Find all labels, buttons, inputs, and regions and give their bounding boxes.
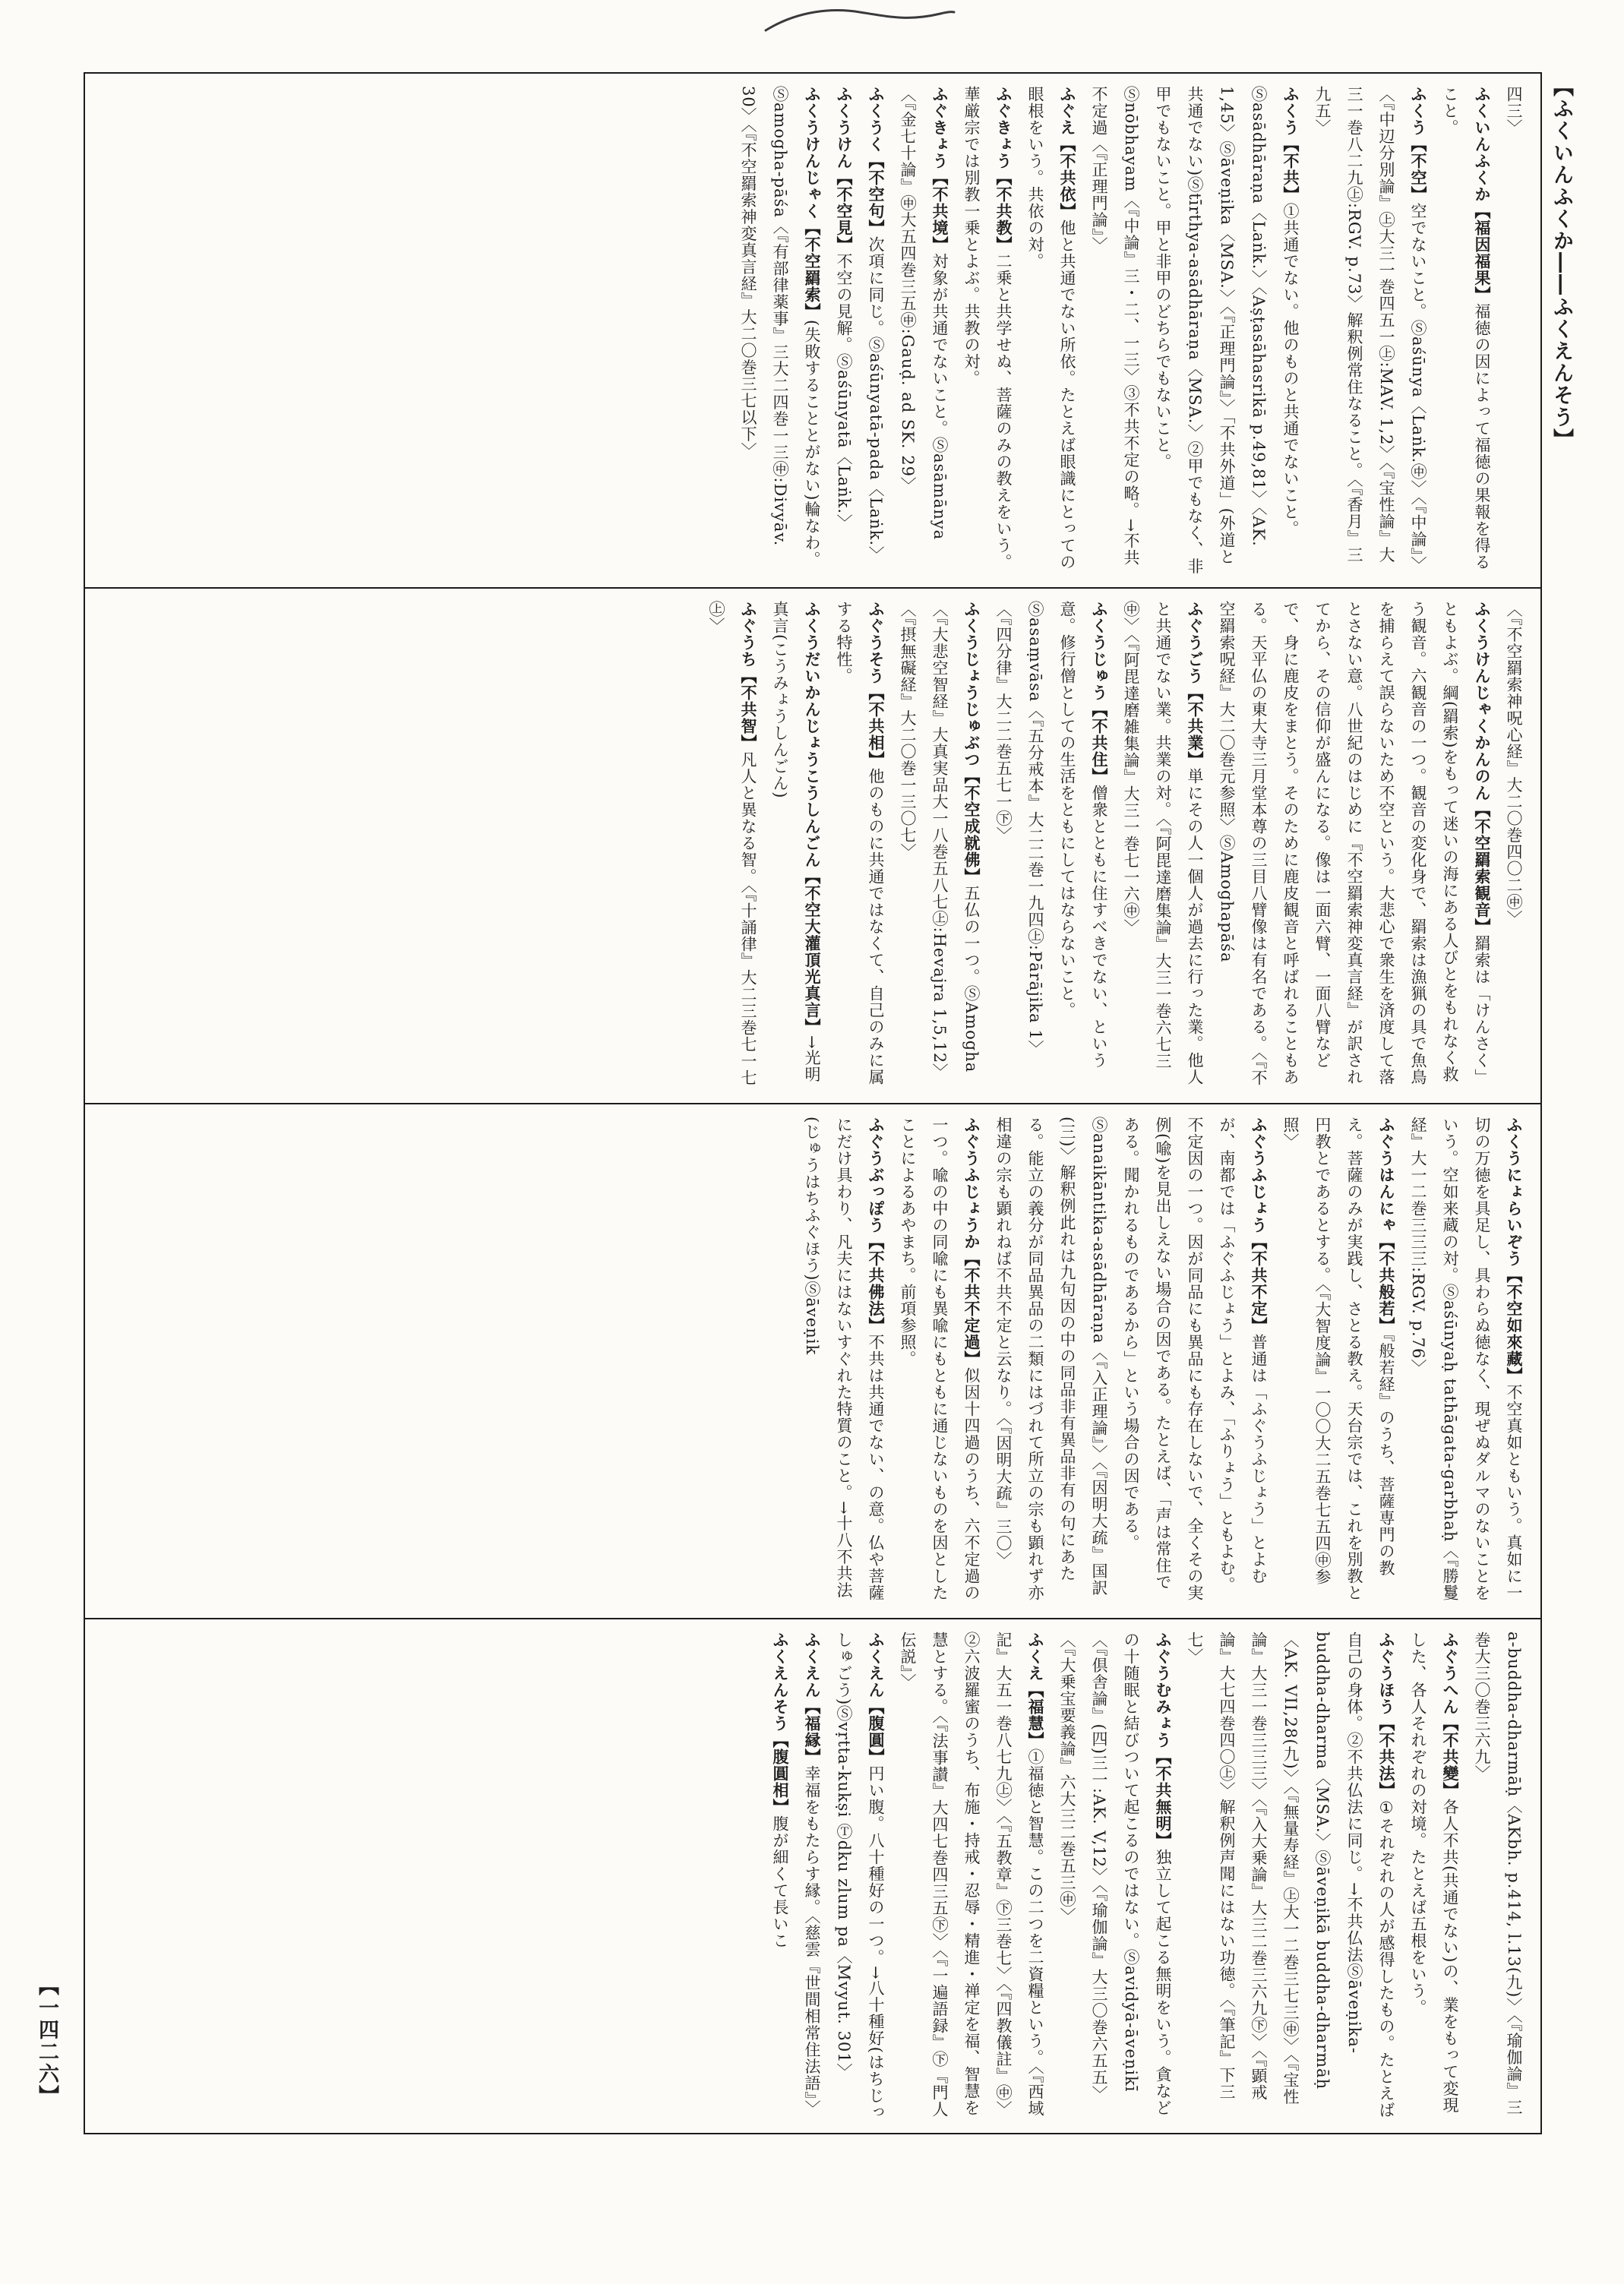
entry-body: 腹が細くて長いこ [771, 1815, 789, 1949]
dictionary-entry [828, 601, 892, 1090]
entry-body: ①福徳と智慧。この二つを二資糧という。〈『西域記』大五一巻八七九㊤〉〈『五教章』㊦三巻七〉〈『四教儀註』㊥〉②六波羅蜜のうち、布施・持戒・忍辱・精進・禅定を福、智慧を慧とする。〈『法事讃』大四七巻四三五㊦〉〈『一遍語録』㊦『門人伝説』〉 [899, 1631, 1044, 2118]
dictionary-entry [987, 601, 1115, 1090]
dictionary-entry [860, 86, 892, 575]
entry-body: 対象が共通でないこと。Ⓢasāmānya〈『金七十論』㊥大五四巻三五㊥:Gauḍ. ad SK. 29〉 [899, 86, 949, 541]
dictionary-entry [1402, 1632, 1466, 2121]
dictionary-register-3 [85, 1103, 1540, 1618]
entry-headword: ふぐうほう【不共法】 [1377, 1631, 1395, 1799]
dictionary-entry [764, 1632, 796, 2121]
dictionary-entry [892, 601, 987, 1090]
entry-headword: ふくうけんじゃく【不空羂索】 [803, 86, 821, 320]
entry-body: 他のものに共通ではなくて、自己のみに属する特性。 [835, 601, 885, 1086]
entry-body: 単にその人一個人が過去に行った業。他人と共通でない業。共業の対。〈『阿毘達磨集論』大三一巻六七三㊥〉〈『阿毘達磨雑集論』大三一巻七一六㊥〉 [1122, 601, 1204, 1086]
entry-headword: ふくうく【不空句】 [867, 86, 885, 236]
dictionary-entry [1211, 601, 1498, 1090]
dictionary-entry [764, 601, 828, 1090]
dictionary-entry [1434, 86, 1498, 575]
entry-body: 『般若経』のうち、菩薩専門の教え。菩薩のみが実践し、さとる教え。天台宗では、これを別教と円教とであるとする。〈『大智度論』一〇〇大二五巻七五四㊥参照〉 [1281, 1116, 1395, 1601]
dictionary-entry [1466, 1632, 1530, 2121]
dictionary-entry [1306, 86, 1434, 575]
entry-headword: ふくうじゅう【不共住】 [1090, 601, 1108, 785]
entry-headword: ふくいんふくか【福因福果】 [1473, 86, 1491, 303]
ink-squiggle-path [766, 11, 954, 30]
entry-body: 空でないこと。Ⓢaśūnya〈Laṅk.㊥〉〈『中論』〉〈『中辺分別論』㊤大三一巻四五一㊤:MAV. 1,2〉〈『宝性論』大三一巻八二九㊤:RGV. p.73〉解釈例常住なること。〈『香月』三九五〉 [1313, 86, 1427, 573]
entry-body: 福徳の因によって福徳の果報を得ること。 [1441, 86, 1491, 570]
entry-headword: ふくうじょうじゅぶつ【不空成就佛】 [962, 601, 981, 886]
dictionary-entry [796, 1632, 828, 2121]
dictionary-entry [1083, 86, 1306, 575]
dictionary-entry [987, 1117, 1275, 1606]
dictionary-entry [892, 1117, 987, 1606]
dictionary-entry [732, 86, 828, 575]
entry-body: 独立して起こる無明をいう。貪などの十随眠と結びついて起こるのではない。Ⓢavidyā-āveṇikī〈『倶舎論』(四)三一:AK. V,12〉〈『瑜伽論』大三〇巻六五五〉〈『大乗宝要義論』六大三二巻五三㊥〉 [1058, 1631, 1172, 2116]
dictionary-register-4 [85, 1618, 1540, 2133]
dictionary-entry [1115, 601, 1211, 1090]
entry-headword: ふぐうそう【不共相】 [867, 601, 885, 769]
entry-headword: ふくう【不共】 [1281, 86, 1300, 203]
entry-headword: ふくえん【福縁】 [803, 1631, 821, 1765]
dictionary-entry [796, 1117, 892, 1606]
entry-body: 僧衆とともに住すべきでない、という意。修行僧としての生活をともにしてはならないこと。Ⓢasaṃvāsa〈『五分戒本』大二二巻一九四㊤:Pārājika 1〉〈『四分律』大二二巻五七一㊦〉 [994, 601, 1108, 1069]
running-head: 【ふくいんふくか――ふくえんそう】 [1550, 76, 1573, 450]
entry-body: 似因十四過のうち、六不定過の一つ。喩の中の同喩にも異喩にもともに通じないものを因としたことによるあやまち。前項参照。 [899, 1116, 981, 1601]
entry-body: 〈『不空羂索神呪心経』大二〇巻四〇二㊥〉 [1505, 601, 1523, 927]
entry-headword: ふくえんそう【腹圓相】 [771, 1631, 789, 1815]
entry-body: 不空真如ともいう。真如に一切の万徳を具足し、具わらぬ徳なく、現ぜぬダルマのないことをいう。空如来蔵の対。Ⓢaśūnyaḥ tathāgata-garbhaḥ〈『勝鬘経』大一二巻三三三:RGV. p.76〉 [1409, 1116, 1523, 1601]
dictionary-register-2 [85, 587, 1540, 1102]
dictionary-register-1 [85, 74, 1540, 587]
entry-body: (失敗することとがない)輪なわ。Ⓢamogha-pāśa〈『有部律薬事』三大二四巻一三㊥:Divyāv. 30〉〈『不空羂索神変真言経』大二〇巻三七以下〉 [739, 86, 821, 568]
entry-headword: ふぐきょう【不共境】 [930, 86, 949, 253]
entry-headword: ふくうけん【不空見】 [835, 86, 853, 253]
page-frame [84, 72, 1542, 2134]
entry-headword: ふぐうふじょうか【不共不定過】 [962, 1116, 981, 1367]
entry-body: 羂索は「けんさく」ともよぶ。綱(羂索)をもって迷いの海にある人びとをもれなく救う観音。六観音の一つ。観音の変化身で、羂索は漁猟の具で魚鳥を捕らえて誤らないため不空という。大悲心で衆生を済度して落とさない意。八世紀のはじめに『不空羂索神変真言経』が訳されてから、その信仰が盛んになる。像は一面六臂、一面八臂などで、身に鹿皮をまとう。そのために鹿皮観音と呼ばれることもある。天平仏の東大寺三月堂本尊の三目八臂像は有名である。〈『不空羂索呪経』大二〇巻元参照〉ⓈAmoghapāśa [1218, 601, 1491, 1087]
entry-headword: ふぐうへん【不共變】 [1441, 1631, 1459, 1799]
dictionary-entry [1275, 1117, 1402, 1606]
entry-headword: ふぐうはんにゃ【不共般若】 [1377, 1116, 1395, 1334]
entry-body: 二乗と共学せぬ、菩薩のみの教えをいう。華厳宗では別教一乗とよぶ。共教の対。 [962, 86, 1013, 570]
dictionary-entry [700, 601, 764, 1090]
entry-body: 次項に同じ。Ⓢaśūnyatā-pada〈Laṅk.〉 [867, 236, 885, 564]
dictionary-entry [1019, 86, 1083, 575]
dictionary-entry [1051, 1632, 1179, 2121]
entry-body: 不空の見解。Ⓢaśūnyatā〈Laṅk.〉 [835, 253, 853, 532]
entry-body: 各人不共(共通でない)の、業をもって変現した、各人それぞれの対境。たとえば五根をいう。 [1409, 1631, 1459, 2114]
entry-headword: ふぐうふじょう【不共不定】 [1250, 1116, 1268, 1334]
entry-body: 不共は共通でない、の意。仏や菩薩にだけ具わり、凡夫にはないすぐれた特質のこと。→十八不共法(じゅうはちふぐほう)Ⓢāveṇik [803, 1116, 885, 1601]
entry-headword: ふくえん【腹圓】 [867, 1631, 885, 1765]
ink-squiggle [760, 5, 957, 38]
dictionary-entry [892, 1632, 1051, 2121]
dictionary-entry [1402, 1117, 1530, 1606]
entry-body: ①共通でない。他のものと共通でないこと。Ⓢasādhāraṇa〈Laṅk.〉〈Aṣṭasāhasrikā p.49,81〉〈AK. 1,45〉Ⓢāveṇika〈MSA.〉〈『正理門論』〉「不共外道」(外道と共通でない)Ⓢtīrthya-asādhāraṇa〈MSA.〉②甲でもなく、非甲でもないこと。甲と非甲のどちらでもないこと。Ⓢnōbhayam〈『中論』三・二、一三〉③不共不定の略。→不共不定過〈『正理門論』〉 [1090, 86, 1300, 575]
entry-headword: ふぐきょう【不共教】 [994, 86, 1013, 253]
entry-headword: ふくうけんじゃくかんのん【不空羂索観音】 [1473, 601, 1491, 936]
entry-headword: ふくう【不空】 [1409, 86, 1427, 203]
entry-body: →光明真言(こうみょうしんごん) [771, 601, 821, 1083]
entry-headword: ふぐうち【不共智】 [739, 601, 757, 752]
dictionary-entry [1179, 1632, 1402, 2121]
dictionary-entry [828, 86, 860, 575]
entry-headword: ふぐえ【不共依】 [1058, 86, 1076, 220]
entry-body: a-buddha-dharmāḥ〈AKbh. p.414, l.13(九)〉〈『瑜伽論』三巻大三〇巻三六九〉 [1473, 1631, 1523, 2116]
dictionary-entry [956, 86, 1019, 575]
entry-body: 五仏の一つ。ⓈAmogha〈『大悲空智経』大真実品大一八巻五八七㊤:Hevajra 1,5,12〉〈『摂無礙経』大二〇巻一三〇七〉 [899, 601, 981, 1081]
entry-headword: ふぐうむみょう【不共無明】 [1154, 1631, 1172, 1849]
dictionary-entry [1498, 86, 1530, 575]
entry-headword: ふくうにょらいぞう【不空如來藏】 [1505, 1116, 1523, 1384]
entry-body: 四三〉 [1505, 86, 1523, 136]
page-number: 【一四二六】 [35, 1975, 58, 2107]
entry-headword: ふぐうごう【不共業】 [1186, 601, 1204, 769]
dictionary-entry [828, 1632, 892, 2121]
entry-headword: ふぐうぶっぽう【不共佛法】 [867, 1116, 885, 1334]
dictionary-entry [892, 86, 956, 575]
entry-body: 他と共通でない所依。たとえば眼識にとっての眼根をいう。共依の対。 [1026, 86, 1076, 570]
entry-body: 幸福をもたらす縁。〈慈雲『世間相常住法語』〉 [803, 1764, 821, 2117]
entry-body: ①それぞれの人が感得したもの。たとえば自己の身体。②不共仏法に同じ。→不共仏法Ⓢāveṇika-buddha-dharma〈MSA.〉Ⓢāveṇikā buddha-dharmāḥ〈AK. VII,28(九)〉〈『無量寿経』㊤大一二巻三七三㊥〉〈『宝性論』大三一巻三三三〉〈『入大乗論』大三二巻三六九㊦〉〈『顕戒論』大七四巻四〇㊤〉解釈例声聞にはない功徳。〈『筆記』下三七〉 [1186, 1631, 1395, 2118]
entry-headword: ふくえ【福慧】 [1026, 1631, 1044, 1749]
entry-body: 普通は「ふぐうふじょう」とよむが、南都では「ふぐふじょう」とよみ、「ふりょう」ともよむ。不定因の一つ。因が同品にも異品にも存在しないで、全くその実例(喩)を見出しえない場合の因である。たとえば、「声は常住である。聞かれるものであるから」という場合の因である。Ⓢanaikāntika-asādhāraṇa〈『入正理論』〉〈『因明大疏』国訳(三)〉解釈例此れは九句因の中の同品非有異品非有の句にあたる。能立の義分が同品異品の二類にはづれて所立の宗も顕れず亦相違の宗も顕れねば不共不定と云なり。〈『因明大疏』三〇〉 [994, 1116, 1268, 1601]
entry-headword: ふくうだいかんじょうこうしんごん【不空大灌頂光真言】 [803, 601, 821, 1036]
dictionary-entry [1498, 601, 1530, 1090]
entry-body: 円い腹。八十種好の一つ。→八十種好(はちじっしゅごう)Ⓢvṛtta-kukṣi Ⓣdku zlum pa〈Mvyut. 301〉 [835, 1631, 885, 2121]
entry-body: 凡人と異なる智。〈『十誦律』大二三巻七一七㊤〉 [707, 601, 757, 1087]
